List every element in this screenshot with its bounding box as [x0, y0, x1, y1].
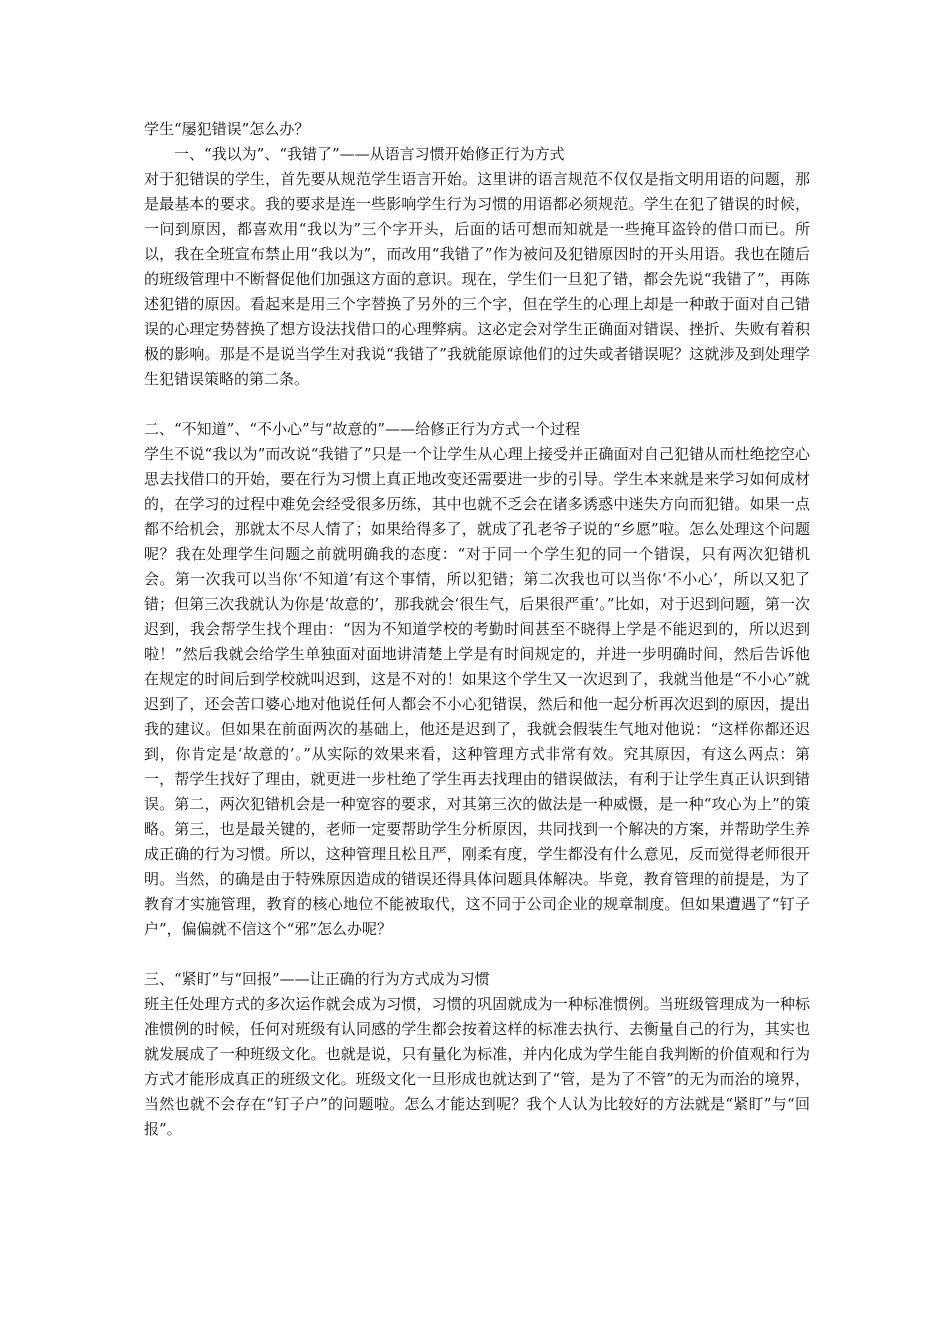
section-1-heading: 一、“我以为”、“我错了”——从语言习惯开始修正行为方式: [174, 145, 565, 163]
document-page: [144, 117, 810, 1142]
section-1-body: 对于犯错误的学生，首先要从规范学生语言开始。这里讲的语言规范不仅仅是指文明用语的问题，那是最基本的要求。我的要求是连一些影响学生行为习惯的用语都必须规范。学生在犯了错误的时候，一问到原因，都喜欢用“我以为”三个字开头，后面的话可想而知就是一些掩耳盗铃的借口而已。所以，我在全班宣布禁止用“我以为”，而改用“我错了”作为被问及犯错原因时的开头用语。我也在随后的班级管理中不断督促他们加强这方面的意识。现在，学生们一旦犯了错，都会先说“我错了”，再陈述犯错的原因。看起来是用三个字替换了另外的三个字，但在学生的心理上却是一种敢于面对自己错误的心理定势替换了想方设法找借口的心理弊病。这必定会对学生正确面对错误、挫折、失败有着积极的影响。那是不是说当学生对我说“我错了”我就能原谅他们的过失或者错误呢？这就涉及到处理学生犯错误策略的第二条。: [144, 170, 810, 388]
paragraph-spacer: [144, 392, 810, 417]
section-2-heading: 二、“不知道”、“不小心”与“故意的”——给修正行为方式一个过程: [144, 420, 581, 438]
section-2-body: 学生不说“我以为”而改说“我错了”只是一个让学生从心理上接受并正确面对自己犯错从而杜绝挖空心思去找借口的开始，要在行为习惯上真正地改变还需要进一步的引导。学生本来就是来学习如何成材的，在学习的过程中难免会经受很多历练，其中也就不乏会在诸多诱惑中迷失方向而犯错。如果一点都不给机会，那就太不尽人情了；如果给得多了，就成了孔老爷子说的“乡愿”啦。怎么处理这个问题呢？我在处理学生问题之前就明确我的态度：“对于同一个学生犯的同一个错误，只有两次犯错机会。第一次我可以当你‘不知道’有这个事情，所以犯错；第二次我也可以当你‘不小心’，所以又犯了错；但第三次我就认为你是‘故意的’，那我就会‘很生气，后果很严重’。”比如，对于迟到问题，第一次迟到，我会帮学生找个理由：“因为不知道学校的考勤时间甚至不晓得上学是不能迟到的，所以迟到啦！”然后我就会给学生单独面对面地讲清楚上学是有时间规定的，并进一步明确时间，然后告诉他在规定的时间后到学校就叫迟到，这是不对的！如果这个学生又一次迟到了，我就当他是“不小心”就迟到了，还会苦口婆心地对他说任何人都会不小心犯错误，然后和他一起分析再次迟到的原因，提出我的建议。但如果在前面两次的基础上，他还是迟到了，我就会假装生气地对他说：“这样你都还迟到，你肯定是‘故意的’。”从实际的效果来看，这种管理方式非常有效。究其原因，有这么两点：第一，帮学生找好了理由，就更进一步杜绝了学生再去找理由的错误做法，有利于让学生真正认识到错误。第二，两次犯错机会是一种宽容的要求，对其第三次的做法是一种威慑，是一种“攻心为上”的策略。第三，也是最关键的，老师一定要帮助学生分析原因，共同找到一个解决的方案，并帮助学生养成正确的行为习惯。所以，这种管理且松且严，刚柔有度，学生都没有什么意见，反而觉得老师很开明。当然，的确是由于特殊原因造成的错误还得具体问题具体解决。毕竟，教育管理的前提是，为了教育才实施管理，教育的核心地位不能被取代，这不同于公司企业的规章制度。但如果遭遇了“钉子户”，偏偏就不信这个“邪”怎么办呢？: [144, 445, 810, 938]
section-3-body: 班主任处理方式的多次运作就会成为习惯，习惯的巩固就成为一种标准惯例。当班级管理成为一种标准惯例的时候，任何对班级有认同感的学生都会按着这样的标准去执行、去衡量自己的行为，其实也就发展成了一种班级文化。也就是说，只有量化为标准，并内化成为学生能自我判断的价值观和行为方式才能形成真正的班级文化。班级文化一旦形成也就达到了“管，是为了不管”的无为而治的境界，当然也就不会存在“钉子户”的问题啦。怎么才能达到呢？我个人认为比较好的方法就是“紧盯”与“回报”。: [144, 995, 810, 1138]
paragraph-spacer: [144, 942, 810, 967]
section-3-heading: 三、“紧盯”与“回报”——让正确的行为方式成为习惯: [144, 970, 490, 988]
document-title: 学生“屡犯错误”怎么办？: [144, 120, 310, 138]
